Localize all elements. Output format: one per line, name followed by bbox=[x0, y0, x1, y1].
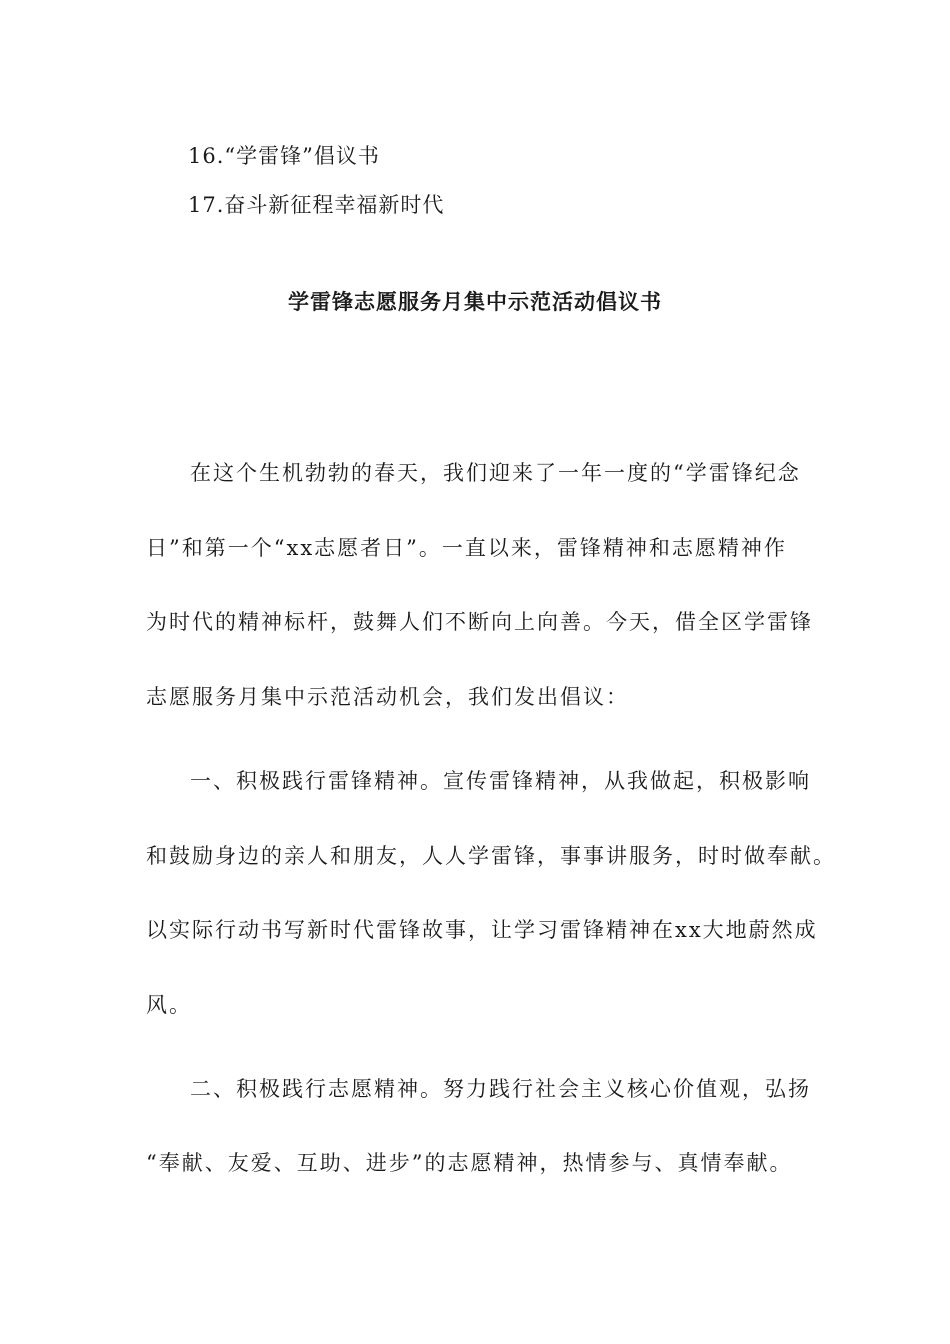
paragraph-line: 一、积极践行雷锋精神。宣传雷锋精神，从我做起，积极影响 bbox=[190, 769, 811, 793]
paragraph-line: 在这个生机勃勃的春天，我们迎来了一年一度的“学雷锋纪念 bbox=[190, 461, 801, 485]
paragraph-line: 为时代的精神标杆，鼓舞人们不断向上向善。今天，借全区学雷锋 bbox=[146, 610, 813, 634]
paragraph-line: 风。 bbox=[146, 993, 192, 1017]
toc-item-17: 17.奋斗新征程幸福新时代 bbox=[188, 193, 445, 217]
paragraph-line: “奉献、友爱、互助、进步”的志愿精神，热情参与、真情奉献。 bbox=[146, 1151, 793, 1175]
document-title: 学雷锋志愿服务月集中示范活动倡议书 bbox=[288, 289, 662, 314]
toc-item-16: 16.“学雷锋”倡议书 bbox=[188, 144, 380, 168]
paragraph-line: 二、积极践行志愿精神。努力践行社会主义核心价值观，弘扬 bbox=[190, 1077, 811, 1101]
paragraph-line: 和鼓励身边的亲人和朋友，人人学雷锋，事事讲服务，时时做奉献。 bbox=[146, 844, 836, 868]
paragraph-line: 以实际行动书写新时代雷锋故事，让学习雷锋精神在xx大地蔚然成 bbox=[146, 918, 818, 942]
paragraph-line: 日”和第一个“xx志愿者日”。一直以来，雷锋精神和志愿精神作 bbox=[146, 536, 787, 560]
paragraph-line: 志愿服务月集中示范活动机会，我们发出倡议： bbox=[146, 685, 629, 709]
